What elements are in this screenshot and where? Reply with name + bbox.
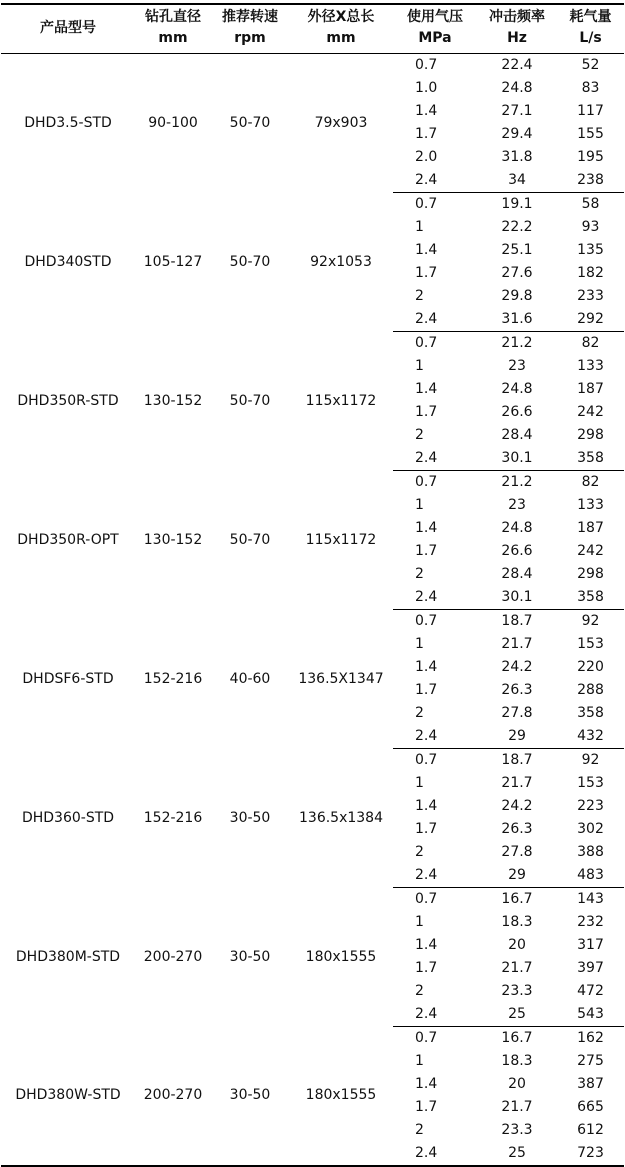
pressure-cell: 1.4: [415, 937, 438, 953]
size-cell: 180x1555: [305, 1087, 377, 1104]
rpm-cell: 30-50: [229, 809, 271, 826]
frequency-cell: 26.6: [501, 543, 533, 559]
pressure-cell: 1: [415, 914, 424, 930]
pressure-cell: 1: [415, 219, 424, 235]
bore-cell: 152-216: [143, 670, 203, 687]
rpm-cell: 50-70: [229, 114, 271, 131]
table-row: [1, 193, 624, 217]
size-cell: 115x1172: [305, 531, 377, 548]
air-consumption-cell: 133: [577, 358, 604, 374]
pressure-cell: 1.4: [415, 242, 438, 258]
pressure-cell: 2: [415, 705, 424, 721]
frequency-cell: 21.7: [501, 636, 533, 652]
bore-cell: 130-152: [143, 531, 203, 548]
air-consumption-cell: 358: [557, 586, 624, 610]
air-consumption-cell: 155: [577, 126, 604, 142]
air-consumption-cell: 52: [581, 57, 600, 73]
pressure-cell: 2.0: [415, 149, 438, 165]
pressure-cell: 2: [415, 983, 424, 999]
frequency-cell: 24.2: [501, 659, 533, 675]
table-row: [1, 610, 624, 634]
air-consumption-cell: 153: [577, 775, 604, 791]
pressure-cell: 2.4: [393, 308, 477, 332]
frequency-cell: 28.4: [501, 566, 533, 582]
pressure-cell: 1.7: [415, 682, 438, 698]
pressure-cell: 0.7: [415, 752, 438, 768]
air-consumption-cell: 472: [577, 983, 604, 999]
pressure-cell: 2.4: [393, 1003, 477, 1027]
frequency-cell: 18.7: [501, 613, 533, 629]
frequency-cell: 21.7: [501, 1099, 533, 1115]
air-consumption-cell: 242: [577, 543, 604, 559]
table-row: [1, 332, 624, 356]
pressure-cell: 1.7: [415, 404, 438, 420]
rpm-cell: 40-60: [229, 670, 271, 687]
bore-cell: 130-152: [143, 392, 203, 409]
pressure-cell: 1.4: [415, 381, 438, 397]
frequency-cell: 16.7: [501, 891, 533, 907]
pressure-cell: 0.7: [415, 57, 438, 73]
frequency-cell: 25: [477, 1003, 557, 1027]
frequency-cell: 24.8: [501, 381, 533, 397]
air-consumption-cell: 187: [577, 381, 604, 397]
pressure-cell: 1.7: [415, 821, 438, 837]
pressure-cell: 2.4: [393, 725, 477, 749]
frequency-cell: 18.3: [501, 1053, 533, 1069]
frequency-cell: 24.2: [501, 798, 533, 814]
frequency-cell: 28.4: [501, 427, 533, 443]
air-consumption-cell: 92: [581, 613, 600, 629]
air-consumption-cell: 298: [577, 566, 604, 582]
bore-cell: 200-270: [143, 1087, 203, 1104]
rpm-cell: 30-50: [229, 1087, 271, 1104]
frequency-cell: 31.6: [477, 308, 557, 332]
pressure-cell: 1.7: [415, 543, 438, 559]
model-cell: DHD350R-OPT: [17, 531, 119, 548]
header-model: 产品型号: [1, 4, 135, 54]
frequency-cell: 23.3: [501, 983, 533, 999]
air-consumption-cell: 665: [577, 1099, 604, 1115]
air-consumption-cell: 58: [581, 196, 600, 212]
frequency-cell: 26.3: [501, 821, 533, 837]
air-consumption-cell: 612: [577, 1122, 604, 1138]
air-consumption-cell: 232: [577, 914, 604, 930]
pressure-cell: 1.4: [415, 520, 438, 536]
air-consumption-cell: 302: [577, 821, 604, 837]
model-cell: DHD350R-STD: [17, 392, 119, 409]
pressure-cell: 0.7: [415, 891, 438, 907]
air-consumption-cell: 153: [577, 636, 604, 652]
frequency-cell: 18.3: [501, 914, 533, 930]
pressure-cell: 1.7: [415, 126, 438, 142]
header-bore: 钻孔直径 mm: [135, 4, 211, 54]
size-cell: 115x1172: [305, 392, 377, 409]
frequency-cell: 19.1: [501, 196, 533, 212]
air-consumption-cell: 242: [577, 404, 604, 420]
frequency-cell: 16.7: [501, 1030, 533, 1046]
header-frequency: 冲击频率 Hz: [477, 4, 557, 54]
table-row: [1, 1027, 624, 1051]
header-row: [1, 4, 624, 54]
pressure-cell: 1.7: [415, 265, 438, 281]
air-consumption-cell: 238: [557, 169, 624, 193]
frequency-cell: 24.8: [501, 80, 533, 96]
air-consumption-cell: 223: [577, 798, 604, 814]
pressure-cell: 0.7: [415, 474, 438, 490]
air-consumption-cell: 387: [577, 1076, 604, 1092]
bore-cell: 105-127: [143, 253, 203, 270]
frequency-cell: 27.1: [501, 103, 533, 119]
air-consumption-cell: 83: [581, 80, 600, 96]
pressure-cell: 2.4: [393, 864, 477, 888]
frequency-cell: 26.3: [501, 682, 533, 698]
air-consumption-cell: 187: [577, 520, 604, 536]
air-consumption-cell: 82: [581, 474, 600, 490]
frequency-cell: 27.6: [501, 265, 533, 281]
pressure-cell: 0.7: [415, 196, 438, 212]
size-cell: 180x1555: [305, 948, 377, 965]
air-consumption-cell: 358: [577, 705, 604, 721]
header-pressure: 使用气压 MPa: [393, 4, 477, 54]
header-air-consumption: 耗气量 L/s: [557, 4, 624, 54]
frequency-cell: 31.8: [501, 149, 533, 165]
size-cell: 92x1053: [310, 253, 372, 270]
model-cell: DHD380M-STD: [15, 948, 121, 965]
rpm-cell: 50-70: [229, 253, 271, 270]
frequency-cell: 29: [477, 864, 557, 888]
spec-table: [1, 3, 624, 1167]
air-consumption-cell: 133: [577, 497, 604, 513]
frequency-cell: 20: [508, 1076, 526, 1092]
spec-body: [1, 54, 624, 1167]
air-consumption-cell: 298: [577, 427, 604, 443]
model-cell: DHD380W-STD: [15, 1087, 121, 1104]
pressure-cell: 1.4: [415, 659, 438, 675]
air-consumption-cell: 388: [577, 844, 604, 860]
air-consumption-cell: 358: [557, 447, 624, 471]
air-consumption-cell: 432: [557, 725, 624, 749]
frequency-cell: 18.7: [501, 752, 533, 768]
pressure-cell: 1: [415, 775, 424, 791]
pressure-cell: 1.4: [415, 103, 438, 119]
pressure-cell: 1: [415, 1053, 424, 1069]
table-row: [1, 888, 624, 912]
table-row: [1, 749, 624, 773]
model-cell: DHD3.5-STD: [24, 114, 112, 131]
frequency-cell: 26.6: [501, 404, 533, 420]
frequency-cell: 24.8: [501, 520, 533, 536]
bore-cell: 152-216: [143, 809, 203, 826]
frequency-cell: 21.2: [501, 335, 533, 351]
header-rpm: 推荐转速 rpm: [211, 4, 289, 54]
rpm-cell: 50-70: [229, 392, 271, 409]
pressure-cell: 2: [415, 566, 424, 582]
rpm-cell: 30-50: [229, 948, 271, 965]
pressure-cell: 1: [415, 636, 424, 652]
air-consumption-cell: 292: [557, 308, 624, 332]
frequency-cell: 22.2: [501, 219, 533, 235]
air-consumption-cell: 195: [577, 149, 604, 165]
frequency-cell: 29: [477, 725, 557, 749]
pressure-cell: 2.4: [393, 586, 477, 610]
air-consumption-cell: 93: [581, 219, 600, 235]
frequency-cell: 21.2: [501, 474, 533, 490]
frequency-cell: 22.4: [501, 57, 533, 73]
frequency-cell: 34: [477, 169, 557, 193]
pressure-cell: 1.4: [415, 798, 438, 814]
header-size: 外径X总长 mm: [289, 4, 393, 54]
frequency-cell: 20: [508, 937, 526, 953]
air-consumption-cell: 483: [557, 864, 624, 888]
air-consumption-cell: 92: [581, 752, 600, 768]
air-consumption-cell: 220: [577, 659, 604, 675]
air-consumption-cell: 723: [557, 1142, 624, 1166]
air-consumption-cell: 135: [577, 242, 604, 258]
pressure-cell: 2.4: [393, 1142, 477, 1166]
air-consumption-cell: 275: [577, 1053, 604, 1069]
pressure-cell: 1: [415, 497, 424, 513]
pressure-cell: 2: [415, 427, 424, 443]
air-consumption-cell: 117: [577, 103, 604, 119]
air-consumption-cell: 397: [577, 960, 604, 976]
air-consumption-cell: 288: [577, 682, 604, 698]
pressure-cell: 1.0: [415, 80, 438, 96]
pressure-cell: 1.7: [415, 960, 438, 976]
rpm-cell: 50-70: [229, 531, 271, 548]
frequency-cell: 25.1: [501, 242, 533, 258]
size-cell: 79x903: [314, 114, 368, 131]
frequency-cell: 27.8: [501, 705, 533, 721]
air-consumption-cell: 233: [577, 288, 604, 304]
frequency-cell: 25: [477, 1142, 557, 1166]
size-cell: 136.5X1347: [298, 670, 384, 687]
air-consumption-cell: 143: [577, 891, 604, 907]
pressure-cell: 2: [415, 844, 424, 860]
model-cell: DHDSF6-STD: [22, 670, 114, 687]
model-cell: DHD340STD: [24, 253, 112, 270]
bore-cell: 200-270: [143, 948, 203, 965]
frequency-cell: 21.7: [501, 775, 533, 791]
pressure-cell: 0.7: [415, 1030, 438, 1046]
frequency-cell: 23: [508, 497, 526, 513]
frequency-cell: 23: [508, 358, 526, 374]
pressure-cell: 2: [415, 288, 424, 304]
air-consumption-cell: 543: [557, 1003, 624, 1027]
model-cell: DHD360-STD: [21, 809, 115, 826]
air-consumption-cell: 82: [581, 335, 600, 351]
frequency-cell: 27.8: [501, 844, 533, 860]
frequency-cell: 30.1: [477, 586, 557, 610]
pressure-cell: 2.4: [393, 169, 477, 193]
pressure-cell: 0.7: [415, 335, 438, 351]
bore-cell: 90-100: [148, 114, 198, 131]
pressure-cell: 1.7: [415, 1099, 438, 1115]
air-consumption-cell: 162: [577, 1030, 604, 1046]
pressure-cell: 0.7: [415, 613, 438, 629]
frequency-cell: 23.3: [501, 1122, 533, 1138]
pressure-cell: 1.4: [415, 1076, 438, 1092]
pressure-cell: 1: [415, 358, 424, 374]
table-row: [1, 471, 624, 495]
size-cell: 136.5x1384: [299, 809, 383, 826]
pressure-cell: 2.4: [393, 447, 477, 471]
frequency-cell: 29.8: [501, 288, 533, 304]
frequency-cell: 29.4: [501, 126, 533, 142]
frequency-cell: 21.7: [501, 960, 533, 976]
frequency-cell: 30.1: [477, 447, 557, 471]
air-consumption-cell: 317: [577, 937, 604, 953]
air-consumption-cell: 182: [577, 265, 604, 281]
pressure-cell: 2: [415, 1122, 424, 1138]
table-row: [1, 54, 624, 78]
